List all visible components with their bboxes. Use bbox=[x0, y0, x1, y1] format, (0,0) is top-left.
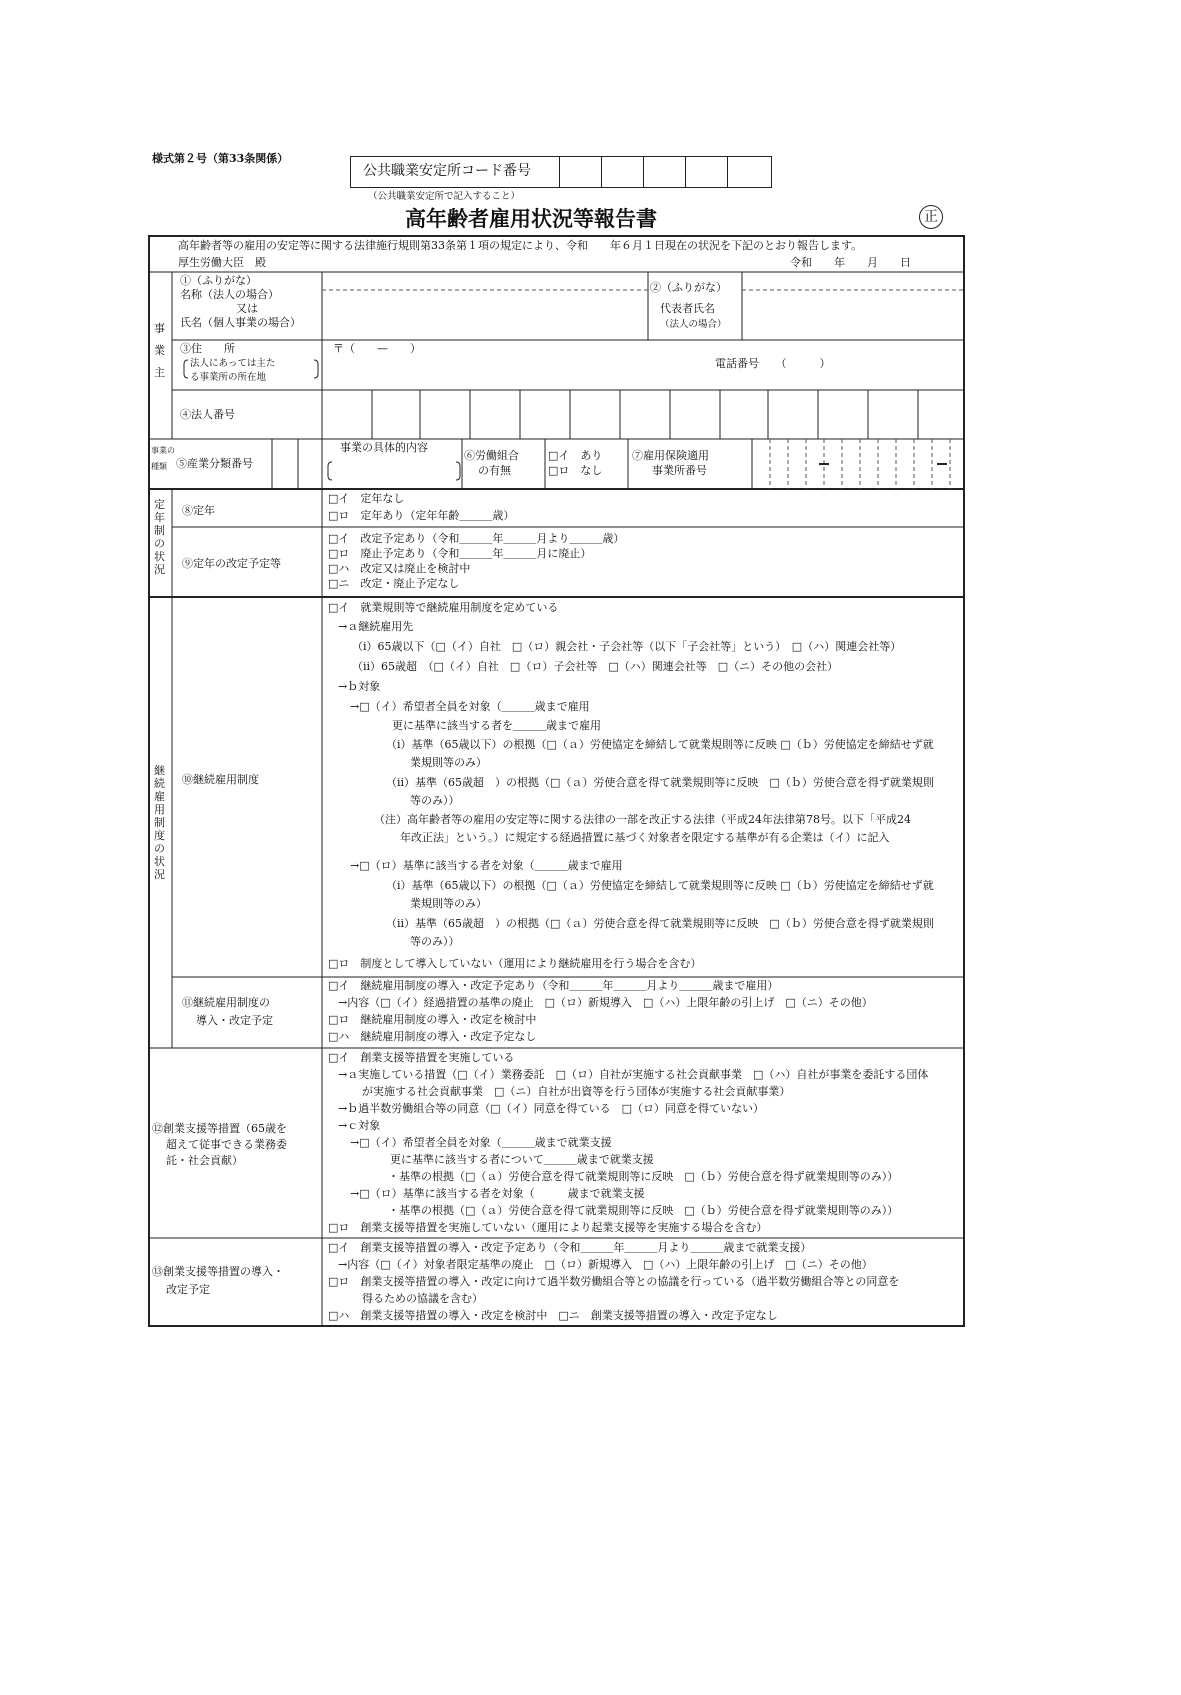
q10-line: 等のみ）） bbox=[410, 794, 460, 807]
q10-note: 年改正法」という。）に規定する経過措置に基づく対象者を限定する基準が有る企業は（イ）に記入 bbox=[400, 831, 890, 844]
q10-line: →ａ継続雇用先 bbox=[338, 620, 414, 633]
address-note-2: る事業所の所在地 bbox=[190, 372, 267, 383]
q12-label-2: 超えて従事できる業務委 bbox=[166, 1138, 287, 1151]
q10-line[interactable]: （ⅰ）65歳以下（□（イ）自社 □（ロ）親会社・子会社等（以下「子会社等」という） □（ハ）関連会社等） bbox=[352, 640, 902, 653]
rep-furigana-label: ②（ふりがな） bbox=[650, 281, 727, 294]
q12-line: が実施する社会貢献事業 □（ニ）自社が出資等を行う団体が実施する社会貢献事業） bbox=[362, 1085, 791, 1098]
q13-line[interactable]: □イ 創業支援等措置の導入・改定予定あり（令和＿＿＿年＿＿＿月より＿＿＿歳まで就業支援） bbox=[328, 1241, 812, 1254]
q13-label-2: 改定予定 bbox=[166, 1283, 210, 1296]
q8-option-a[interactable]: □イ 定年なし bbox=[328, 492, 405, 505]
q11-label-2: 導入・改定予定 bbox=[196, 1014, 273, 1027]
q12-label-3: 託・社会貢献） bbox=[166, 1154, 243, 1167]
q10-line: 業規則等のみ） bbox=[410, 756, 487, 769]
office-code-note: （公共職業安定所で記入すること） bbox=[368, 191, 521, 202]
corporate-number-label: ④法人番号 bbox=[180, 408, 235, 421]
report-date: 令和 年 月 日 bbox=[790, 256, 911, 269]
union-label-1: ⑥労働組合 bbox=[464, 449, 519, 462]
address-note-1: 法人にあっては主た bbox=[190, 358, 276, 369]
business-type-side-1: 事業の bbox=[151, 446, 175, 455]
retirement-side-label: 定年制の状況 bbox=[154, 498, 165, 576]
rep-name-label: 代表者氏名 bbox=[660, 302, 715, 315]
q10-line[interactable]: →□（ロ）基準に該当する者を対象（＿＿＿歳まで雇用 bbox=[350, 859, 623, 872]
q12-line[interactable]: →ｂ過半数労働組合等の同意（□（イ）同意を得ている □（ロ）同意を得ていない） bbox=[338, 1102, 765, 1115]
continued-side-label: 継続雇用制度の状況 bbox=[154, 764, 165, 881]
q10-line[interactable]: （ⅱ）基準（65歳超 ）の根拠（□（ａ）労使合意を得て就業規則等に反映 □（ｂ）労使合意を得ず就業規則 bbox=[386, 917, 934, 930]
q12-line[interactable]: □ロ 創業支援等措置を実施していない（運用により起業支援等を実施する場合を含む） bbox=[328, 1221, 768, 1234]
q9-option-c[interactable]: □ハ 改定又は廃止を検討中 bbox=[328, 562, 471, 575]
industry-code-label: ⑤産業分類番号 bbox=[176, 457, 253, 470]
q12-line[interactable]: →ａ実施している措置（□（イ）業務委託 □（ロ）自社が実施する社会貢献事業 □（ハ）自社が事業を委託する団体 bbox=[338, 1068, 929, 1081]
q10-line[interactable]: □ロ 制度として導入していない（運用により継続雇用を行う場合を含む） bbox=[328, 957, 702, 970]
rep-corp-label: （法人の場合） bbox=[660, 319, 727, 330]
q11-label-1: ⑪継続雇用制度の bbox=[182, 996, 270, 1009]
q9-label: ⑨定年の改定予定等 bbox=[182, 557, 281, 570]
form-number: 様式第２号（第33条関係） bbox=[152, 152, 289, 165]
seal-stamp: 正 bbox=[919, 205, 943, 229]
q13-label-1: ⑬創業支援等措置の導入・ bbox=[152, 1265, 284, 1278]
q10-line[interactable]: →□（イ）希望者全員を対象（＿＿＿歳まで雇用 bbox=[350, 700, 590, 713]
q12-line: →ｃ対象 bbox=[338, 1119, 381, 1132]
q12-label-1: ⑫創業支援等措置（65歳を bbox=[152, 1122, 287, 1135]
name-or-label: 又は bbox=[236, 302, 258, 315]
q13-line[interactable]: □ロ 創業支援等措置の導入・改定に向けて過半数労働組合等との協議を行っている（過半数労働組合等との同意を bbox=[328, 1275, 900, 1288]
employer-side-label: 事業主 bbox=[154, 322, 165, 379]
insurance-label-2: 事業所番号 bbox=[652, 464, 707, 477]
union-no-checkbox[interactable]: □ロ なし bbox=[548, 464, 603, 477]
union-yes-checkbox[interactable]: □イ あり bbox=[548, 449, 603, 462]
q8-option-b[interactable]: □ロ 定年あり（定年年齢＿＿＿歳） bbox=[328, 509, 515, 522]
intro-text: 高年齢者等の雇用の安定等に関する法律施行規則第33条第１項の規定により、令和 年６月１日現在の状況を下記のとおり報告します。 bbox=[178, 239, 863, 252]
q13-line: 得るための協議を含む） bbox=[362, 1292, 483, 1305]
q10-line: →ｂ対象 bbox=[338, 680, 381, 693]
q13-line[interactable]: □ハ 創業支援等措置の導入・改定を検討中 □ニ 創業支援等措置の導入・改定予定なし bbox=[328, 1309, 778, 1322]
union-label-2: の有無 bbox=[478, 464, 511, 477]
q10-line: 更に基準に該当する者を＿＿＿歳まで雇用 bbox=[392, 719, 601, 732]
q12-line[interactable]: →□（ロ）基準に該当する者を対象（ 歳まで就業支援 bbox=[350, 1187, 645, 1200]
q13-line[interactable]: →内容（□（イ）対象者限定基準の廃止 □（ロ）新規導入 □（ハ）上限年齢の引上げ □（ニ）その他） bbox=[338, 1258, 873, 1271]
office-code-label: 公共職業安定所コード番号 bbox=[363, 163, 531, 179]
q11-line[interactable]: □イ 継続雇用制度の導入・改定予定あり（令和＿＿＿年＿＿＿月より＿＿＿歳まで雇用） bbox=[328, 979, 779, 992]
q10-line: 等のみ）） bbox=[410, 935, 460, 948]
q10-line: 業規則等のみ） bbox=[410, 897, 487, 910]
q10-line[interactable]: （ⅰ）基準（65歳以下）の根拠（□（ａ）労使協定を締結して就業規則等に反映 □（ｂ）労使協定を締結せず就 bbox=[386, 738, 934, 751]
q10-line[interactable]: （ⅰ）基準（65歳以下）の根拠（□（ａ）労使協定を締結して就業規則等に反映 □（ｂ）労使協定を締結せず就 bbox=[386, 879, 934, 892]
q12-line[interactable]: ・基準の根拠（□（ａ）労使合意を得て就業規則等に反映 □（ｂ）労使合意を得ず就業規則等のみ）） bbox=[388, 1204, 899, 1217]
postal-code: 〒（ — ） bbox=[333, 342, 421, 355]
q10-line[interactable]: （ⅱ）65歳超 （□（イ）自社 □（ロ）子会社等 □（ハ）関連会社等 □（ニ）その他の会社） bbox=[352, 660, 839, 673]
address-label: ③住 所 bbox=[180, 342, 235, 355]
insurance-label-1: ⑦雇用保険適用 bbox=[632, 449, 709, 462]
q9-option-d[interactable]: □ニ 改定・廃止予定なし bbox=[328, 577, 460, 590]
q12-line[interactable]: ・基準の根拠（□（ａ）労使合意を得て就業規則等に反映 □（ｂ）労使合意を得ず就業規則等のみ）） bbox=[388, 1170, 899, 1183]
name-furigana-label: ①（ふりがな） bbox=[180, 274, 257, 287]
q12-line: 更に基準に該当する者について＿＿＿歳まで就業支援 bbox=[390, 1153, 654, 1166]
q11-line[interactable]: □ハ 継続雇用制度の導入・改定予定なし bbox=[328, 1030, 537, 1043]
addressee: 厚生労働大臣 殿 bbox=[178, 256, 266, 269]
q11-line[interactable]: →内容（□（イ）経過措置の基準の廃止 □（ロ）新規導入 □（ハ）上限年齢の引上げ □（ニ）その他） bbox=[338, 996, 873, 1009]
q8-label: ⑧定年 bbox=[182, 504, 215, 517]
q10-line[interactable]: （ⅱ）基準（65歳超 ）の根拠（□（ａ）労使合意を得て就業規則等に反映 □（ｂ）労使合意を得ず就業規則 bbox=[386, 776, 934, 789]
name-individual-label: 氏名（個人事業の場合） bbox=[180, 316, 301, 329]
business-type-side-2: 種類 bbox=[151, 462, 167, 471]
q9-option-b[interactable]: □ロ 廃止予定あり（令和＿＿＿年＿＿＿月に廃止） bbox=[328, 547, 592, 560]
phone-label: 電話番号 （ ） bbox=[715, 357, 831, 370]
q12-line[interactable]: →□（イ）希望者全員を対象（＿＿＿歳まで就業支援 bbox=[350, 1136, 612, 1149]
q10-label: ⑩継続雇用制度 bbox=[182, 773, 259, 786]
q10-note: （注）高年齢者等の雇用の安定等に関する法律の一部を改正する法律（平成24年法律第78号。以下「平成24 bbox=[374, 813, 911, 826]
q11-line[interactable]: □ロ 継続雇用制度の導入・改定を検討中 bbox=[328, 1013, 537, 1026]
page-title: 高年齢者雇用状況等報告書 bbox=[405, 206, 657, 231]
q9-option-a[interactable]: □イ 改定予定あり（令和＿＿＿年＿＿＿月より＿＿＿歳） bbox=[328, 532, 625, 545]
q10-line[interactable]: □イ 就業規則等で継続雇用制度を定めている bbox=[328, 601, 559, 614]
q12-line[interactable]: □イ 創業支援等措置を実施している bbox=[328, 1051, 515, 1064]
name-corp-label: 名称（法人の場合） bbox=[180, 288, 279, 301]
business-content-label: 事業の具体的内容 bbox=[340, 441, 428, 454]
